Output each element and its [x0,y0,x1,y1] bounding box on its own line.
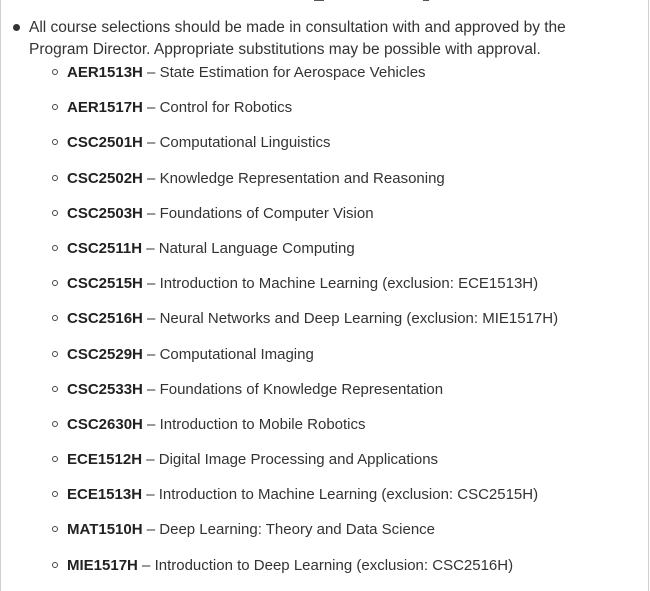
separator-dash: – [147,204,156,222]
bullet-icon [13,24,20,31]
course-code: CSC2501H [67,134,143,152]
separator-dash: – [147,99,156,117]
course-list [0,60,640,588]
course-title: Introduction to Deep Learning (exclusion: CSC2516H) [154,556,514,574]
course-title: Foundations of Knowledge Representation [159,380,444,398]
course-title: Deep Learning: Theory and Data Science [159,521,436,539]
course-list-item [0,342,640,377]
course-title: Digital Image Processing and Applications [158,451,439,469]
clipped-text-fragment [423,0,429,1]
hollow-bullet-icon [52,456,58,462]
hollow-bullet-icon [52,139,58,145]
course-list-item [0,412,640,447]
separator-dash: – [147,134,156,152]
course-code: CSC2533H [67,380,143,398]
hollow-bullet-icon [52,245,58,251]
course-code: CSC2529H [67,345,143,363]
course-title: State Estimation for Aerospace Vehicles [159,64,426,81]
separator-dash: – [147,275,156,293]
course-code: CSC2630H [67,415,143,433]
course-entry [67,450,438,470]
course-code: CSC2511H [67,239,143,257]
hollow-bullet-icon [52,69,58,75]
separator-dash: – [146,239,155,257]
course-entry [67,380,443,400]
separator-dash: – [147,169,156,187]
course-title: Natural Language Computing [158,239,355,257]
hollow-bullet-icon [52,104,58,110]
hollow-bullet-icon [52,210,58,216]
separator-dash: – [146,486,155,504]
course-code: CSC2503H [67,204,143,222]
course-title: Computational Imaging [159,345,314,363]
course-list-item [0,271,640,306]
course-list-item [0,95,640,130]
course-list-item [0,166,640,201]
separator-dash: – [147,415,156,433]
course-entry [67,98,292,118]
hollow-bullet-icon [52,175,58,181]
course-title: Computational Linguistics [159,134,331,152]
course-title: Control for Robotics [159,99,293,117]
course-list-item [0,482,640,517]
course-entry [67,239,355,259]
separator-dash: – [146,521,156,539]
course-title: Neural Networks and Deep Learning (exclusion: MIE1517H) [159,310,559,328]
course-title: Introduction to Mobile Robotics [159,415,366,433]
course-code: MAT1510H [67,521,143,539]
course-entry [67,309,558,329]
course-title: Knowledge Representation and Reasoning [159,169,445,187]
course-code: CSC2502H [67,169,143,187]
clipped-text-fragment [314,0,324,1]
course-entry [67,345,314,365]
hollow-bullet-icon [52,280,58,286]
course-list-item [0,377,640,412]
hollow-bullet-icon [52,562,58,568]
course-entry [67,204,374,224]
course-code: AER1513H [67,64,143,81]
course-list-item [0,306,640,341]
course-code: MIE1517H [67,556,138,574]
course-title: Introduction to Machine Learning (exclusion: CSC2515H) [158,486,539,504]
course-title: Foundations of Computer Vision [159,204,374,222]
right-frame-border [648,0,649,591]
course-entry [67,169,445,189]
separator-dash: – [147,64,156,81]
course-list-item [0,201,640,236]
course-entry [67,556,513,576]
course-title: Introduction to Machine Learning (exclusion: ECE1513H) [159,275,539,293]
course-list-item [0,236,640,271]
separator-dash: – [147,310,156,328]
course-entry [67,63,426,83]
course-code: AER1517H [67,99,143,117]
course-list-item [0,60,640,95]
course-code: CSC2516H [67,310,143,328]
separator-dash: – [147,345,156,363]
separator-dash: – [142,556,151,574]
course-entry [67,274,538,294]
hollow-bullet-icon [52,421,58,427]
course-code: ECE1512H [67,451,143,469]
hollow-bullet-icon [52,526,58,532]
course-code: ECE1513H [67,486,143,504]
separator-dash: – [146,451,155,469]
hollow-bullet-icon [52,351,58,357]
hollow-bullet-icon [52,315,58,321]
requirement-note: All course selections should be made in consultation with and approved by the Program Director. Appropriate substitutions may be possible with approval. [29,19,566,58]
course-list-item [0,517,640,552]
course-entry [67,415,366,435]
hollow-bullet-icon [52,491,58,497]
course-list-item [0,447,640,482]
course-entry [67,485,538,505]
separator-dash: – [147,380,156,398]
course-entry [67,520,435,540]
course-entry [67,133,331,153]
course-code: CSC2515H [67,275,143,293]
course-list-item [0,553,640,588]
hollow-bullet-icon [52,386,58,392]
course-list-item [0,130,640,165]
